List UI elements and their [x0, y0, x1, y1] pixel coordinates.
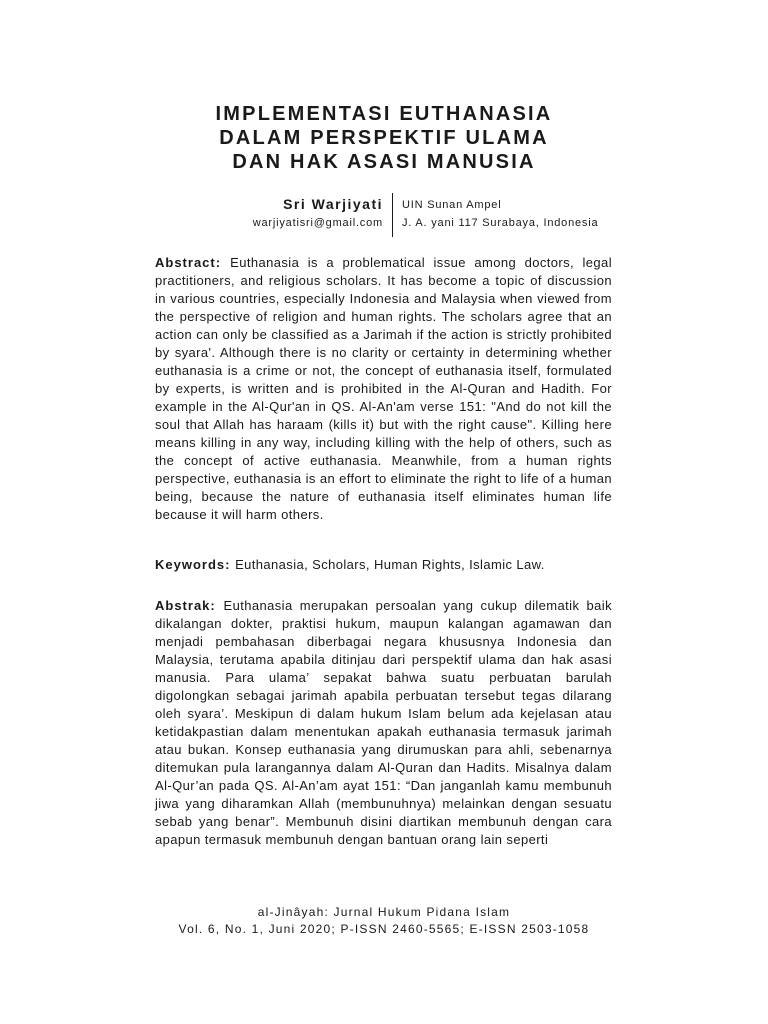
author-block [0, 193, 768, 239]
author-email: warjiyatisri@gmail.com [252, 217, 383, 229]
keywords-label: Keywords: [155, 557, 236, 572]
abstract-text: Euthanasia is a problematical issue among doctors, legal practitioners, and religious scholars. It has become a topic of discussion in various countries, especially Indonesia and Malaysia when viewed from the perspective of religion and human rights. The scholars agree that an action can only be classified as a Jarimah if the action is strictly prohibited by syara'. Although there is no clarity or certainty in determining whether euthanasia is a crime or not, the concept of euthanasia itself, formulated by experts, is written and is prohibited in the Al-Quran and Hadith. For example in the Al-Qur'an in QS. Al-An'am verse 151: "And do not kill the soul that Allah has haraam (kills it) but with the right cause". Killing here means killing in any way, including killing with the help of others, such as the concept of active euthanasia. Meanwhile, from a human rights perspective, euthanasia is an effort to eliminate the right to life of a human being, because the nature of euthanasia itself eliminates human life because it will harm others. [155, 255, 612, 522]
title-line-3: DAN HAK ASASI MANUSIA [232, 151, 536, 173]
article-title [100, 102, 668, 174]
author-identity [253, 195, 383, 233]
abstrak-label: Abstrak: [155, 598, 224, 613]
journal-name: al-Jinâyah: Jurnal Hukum Pidana Islam [257, 905, 511, 919]
journal-footer [0, 904, 768, 938]
title-line-2: DALAM PERSPEKTIF ULAMA [219, 127, 549, 149]
author-institution: UIN Sunan Ampel [402, 199, 502, 211]
abstrak-text: Euthanasia merupakan persoalan yang cukup dilematik baik dikalangan dokter, praktisi hukum, maupun kalangan agamawan dan menjadi pembahasan diberbagai negara khususnya Indonesia dan Malaysia, terutama apabila ditinjau dari perspektif ulama dan hak asasi manusia. Para ulama’ sepakat bahwa suatu perbuatan barulah digolongkan sebagai jarimah apabila perbuatan tersebut tegas dilarang oleh syara’. Meskipun di dalam hukum Islam belum ada kejelasan atau ketidakpastian dalam menentukan apakah euthanasia termasuk jarimah atau bukan. Konsep euthanasia yang dirumuskan para ahli, sebenarnya ditemukan pula larangannya dalam Al-Quran dan Hadits. Misalnya dalam Al-Qur’an pada QS. Al-An’am ayat 151: “Dan janganlah kamu membunuh jiwa yang diharamkan Allah (membunuhnya) melainkan dengan sesuatu sebab yang benar”. Membunuh disini diartikan membunuh dengan cara apapun termasuk membunuh dengan bantuan orang lain seperti [155, 598, 612, 847]
abstract-section [155, 254, 612, 524]
journal-issue: Vol. 6, No. 1, Juni 2020; P-ISSN 2460-5565; E-ISSN 2503-1058 [178, 922, 590, 936]
title-line-1: IMPLEMENTASI EUTHANASIA [215, 103, 553, 125]
author-divider [392, 193, 393, 237]
abstrak-section [155, 597, 612, 849]
keywords-section [155, 556, 612, 574]
author-name: Sri Warjiyati [283, 196, 383, 212]
abstract-label: Abstract: [155, 255, 231, 270]
keywords-text: Euthanasia, Scholars, Human Rights, Islamic Law. [235, 557, 545, 572]
author-affiliation [402, 196, 598, 232]
author-address: J. A. yani 117 Surabaya, Indonesia [402, 217, 599, 229]
